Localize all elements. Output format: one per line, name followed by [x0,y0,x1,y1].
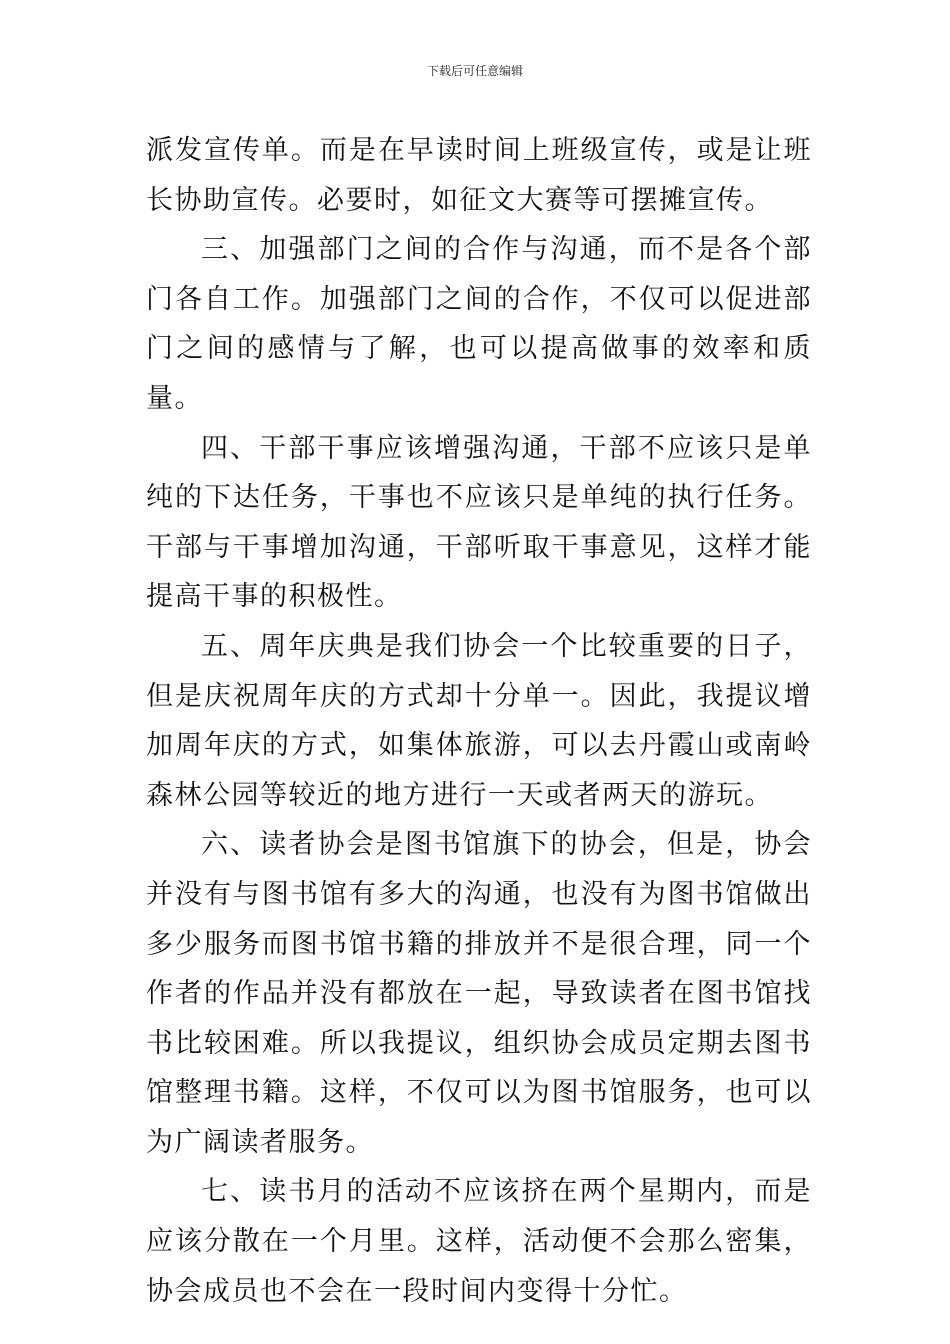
page-header-note: 下载后可任意编辑 [426,64,523,78]
paragraph-item-7: 七、读书月的活动不应该挤在两个星期内，而是应该分散在一个月里。这样，活动便不会那么密集，协会成员也不会在一段时间内变得十分忙。 [146,1176,812,1307]
paragraph-item-5: 五、周年庆典是我们协会一个比较重要的日子，但是庆祝周年庆的方式却十分单一。因此，我提议增加周年庆的方式，如集体旅游，可以去丹霞山或南岭森林公园等较近的地方进行一天或者两天的游玩。 [146,630,812,811]
paragraph-item-3: 三、加强部门之间的合作与沟通，而不是各个部门各自工作。加强部门之间的合作，不仅可以促进部门之间的感情与了解，也可以提高做事的效率和质量。 [146,234,812,414]
document-body [146,126,812,1316]
paragraph-item-6: 六、读者协会是图书馆旗下的协会，但是，协会并没有与图书馆有多大的沟通，也没有为图书馆做出多少服务而图书馆书籍的排放并不是很合理，同一个作者的作品并没有都放在一起，导致读者在图书馆找书比较困难。所以我提议，组织协会成员定期去图书馆整理书籍。这样，不仅可以为图书馆服务，也可以为广阔读者服务。 [146,829,812,1158]
paragraph-item-4: 四、干部干事应该增强沟通，干部不应该只是单纯的下达任务，干事也不应该只是单纯的执行任务。干部与干事增加沟通，干部听取干事意见，这样才能提高干事的积极性。 [146,432,812,613]
paragraph-continuation: 派发宣传单。而是在早读时间上班级宣传，或是让班长协助宣传。必要时，如征文大赛等可摆摊宣传。 [146,135,812,216]
